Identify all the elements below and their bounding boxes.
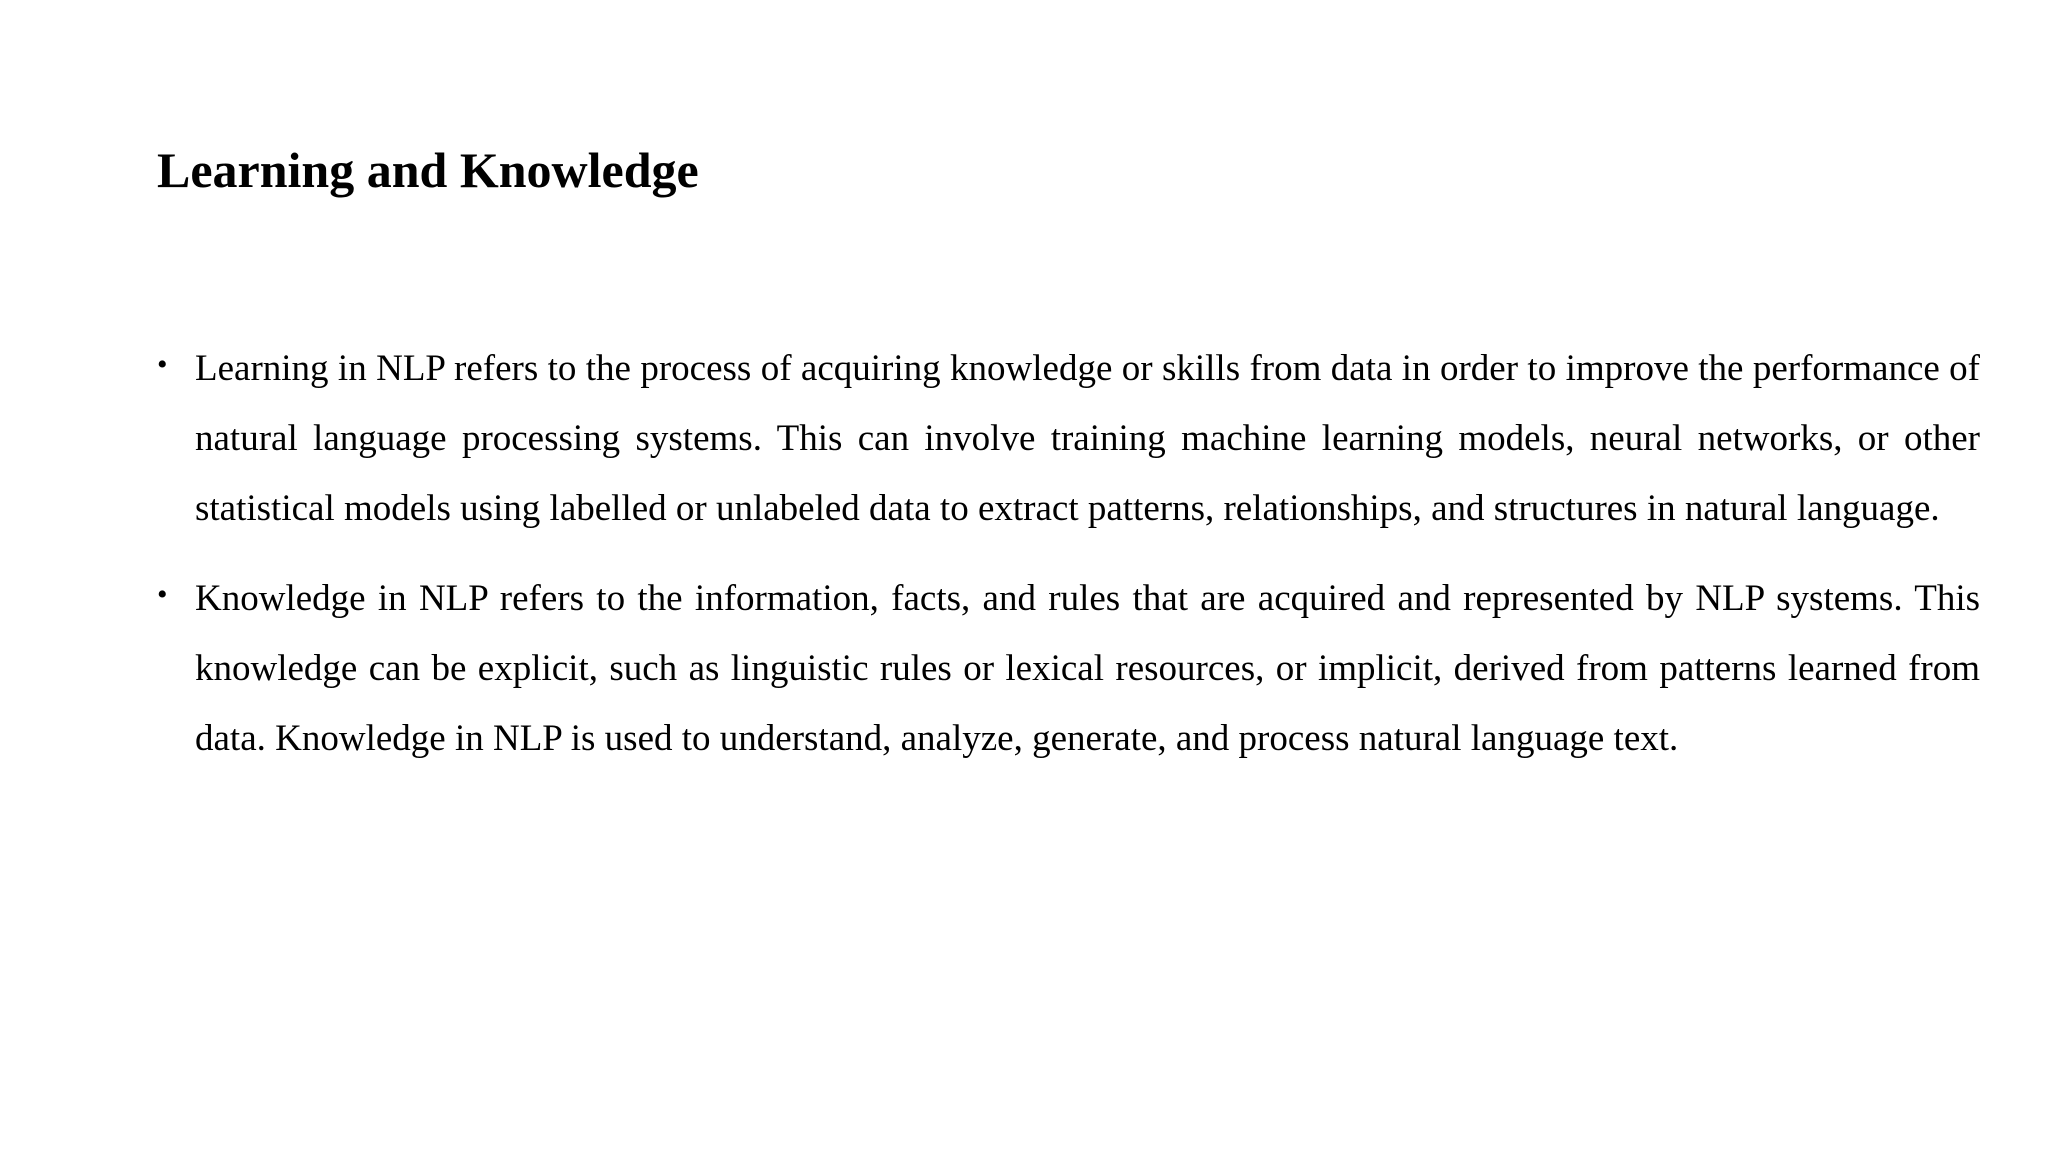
slide-title: Learning and Knowledge xyxy=(157,142,699,198)
bullet-list xyxy=(157,334,1980,794)
bullet-text-knowledge: Knowledge in NLP refers to the information, facts, and rules that are acquired and represented by NLP systems. This knowledge can be explicit, such as linguistic rules or lexical resources, or implicit, derived from patterns learned from data. Knowledge in NLP is used to understand, analyze, generate, and process natural language text. xyxy=(195,578,1980,759)
bullet-item-knowledge xyxy=(157,564,1980,774)
bullet-item-learning xyxy=(157,334,1980,544)
bullet-dot-icon: • xyxy=(157,348,168,381)
bullet-text-learning: Learning in NLP refers to the process of acquiring knowledge or skills from data in order to improve the performance of natural language processing systems. This can involve training machine learning models, neural networks, or other statistical models using labelled or unlabeled data to extract patterns, relationships, and structures in natural language. xyxy=(195,348,1980,529)
bullet-dot-icon: • xyxy=(157,578,168,611)
